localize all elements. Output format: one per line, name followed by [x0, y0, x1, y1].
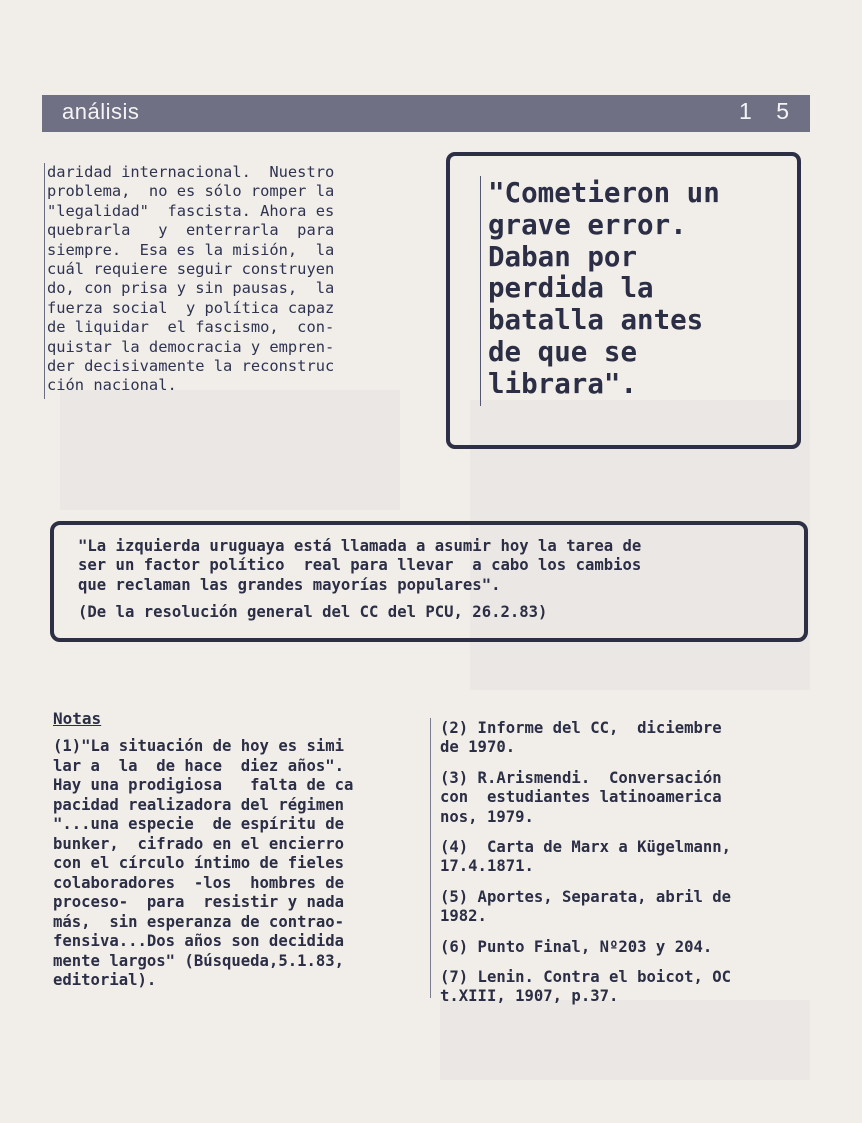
section-title: análisis [62, 99, 140, 124]
pull-quote-line: librara". [488, 367, 638, 400]
note-line: (7) Lenin. Contra el boicot, OC [440, 968, 732, 987]
note-line: con el círculo íntimo de fieles [53, 854, 345, 872]
note-line: (4) Carta de Marx a Kügelmann, [440, 838, 732, 857]
note-line: lar a la de hace diez años". [53, 756, 345, 775]
pull-quote-box [446, 152, 801, 449]
note-line: con estudiantes latinoamerica [440, 788, 722, 807]
note-3 [440, 769, 812, 827]
article-line: siempre. Esa es la misión, la [47, 240, 335, 259]
note-line: (3) R.Arismendi. Conversación [440, 768, 722, 787]
article-line: quistar la democracia y empren- [47, 337, 335, 356]
show-through-shadow [60, 390, 400, 510]
article-line: de liquidar el fascismo, con- [47, 318, 335, 337]
article-line: quebrarla y enterrarla para [47, 221, 335, 240]
pull-quote-line: batalla antes [488, 304, 704, 337]
article-line: ción nacional. [47, 376, 177, 395]
callout-source: (De la resolución general del CC del PCU, 26.2.83) [78, 603, 548, 621]
note-2 [440, 719, 812, 758]
notes-right-column [440, 719, 812, 1018]
note-line: Hay una prodigiosa falta de ca [53, 776, 354, 794]
note-line: (2) Informe del CC, diciembre [440, 719, 722, 737]
note-line: (6) Punto Final, Nº203 y 204. [440, 937, 713, 956]
note-line: pacidad realizadora del régimen [53, 795, 345, 814]
note-line: 1982. [440, 907, 487, 926]
note-line: proceso- para resistir y nada [53, 893, 345, 911]
note-line: 17.4.1871. [440, 857, 534, 876]
notes-heading: Notas [53, 709, 102, 728]
callout-line: ser un factor político real para llevar a cabo los cambios [78, 556, 642, 575]
article-line: cuál requiere seguir construyen [47, 260, 335, 279]
notes-column-rule [430, 718, 431, 998]
note-line: "...una especie de espíritu de [53, 815, 345, 833]
pull-quote-line: perdida la [488, 272, 654, 305]
article-text [47, 163, 417, 396]
article-line: "legalidad" fascista. Ahora es [47, 201, 335, 220]
pull-quote-rule [480, 176, 481, 406]
article-line: der decisivamente la reconstruc [47, 357, 335, 376]
note-line: mente largos" (Búsqueda,5.1.83, [53, 951, 345, 970]
note-6 [440, 938, 812, 957]
note-line: editorial). [53, 971, 157, 989]
article-line: fuerza social y política capaz [47, 298, 335, 317]
note-1 [53, 737, 423, 991]
note-5 [440, 888, 812, 927]
note-line: colaboradores -los hombres de [53, 873, 345, 892]
callout-line: "La izquierda uruguaya está llamada a asumir hoy la tarea de [78, 537, 642, 555]
callout-box [50, 521, 808, 642]
note-line: fensiva...Dos años son decidida [53, 932, 345, 950]
note-line: nos, 1979. [440, 807, 534, 826]
note-7 [440, 968, 812, 1007]
note-4 [440, 838, 812, 877]
note-line: más, sin esperanza de contraо- [53, 912, 345, 931]
note-line: (5) Aportes, Separata, abril de [440, 887, 732, 906]
pull-quote-line: grave error. [488, 208, 687, 241]
page-number: 1 5 [739, 98, 798, 124]
note-line: t.XIII, 1907, p.37. [440, 987, 619, 1006]
note-line: de 1970. [440, 738, 516, 757]
callout-line: que reclaman las grandes mayorías populares". [78, 575, 501, 594]
pull-quote-text [488, 178, 720, 401]
note-line: bunker, cifrado en el encierro [53, 834, 345, 853]
article-line: daridad internacional. Nuestro [47, 163, 335, 181]
note-line: (1)"La situación de hoy es simi [53, 737, 345, 755]
pull-quote-line: Daban por [488, 240, 638, 273]
pull-quote-line: de que se [488, 335, 638, 368]
callout-quote [78, 537, 641, 595]
pull-quote-line: "Cometieron un [488, 177, 720, 209]
article-line: problema, no es sólo romper la [47, 182, 335, 201]
section-header-bar [42, 95, 810, 132]
article-line: do, con prisa y sin pausas, la [47, 279, 335, 298]
column-rule [44, 163, 45, 399]
